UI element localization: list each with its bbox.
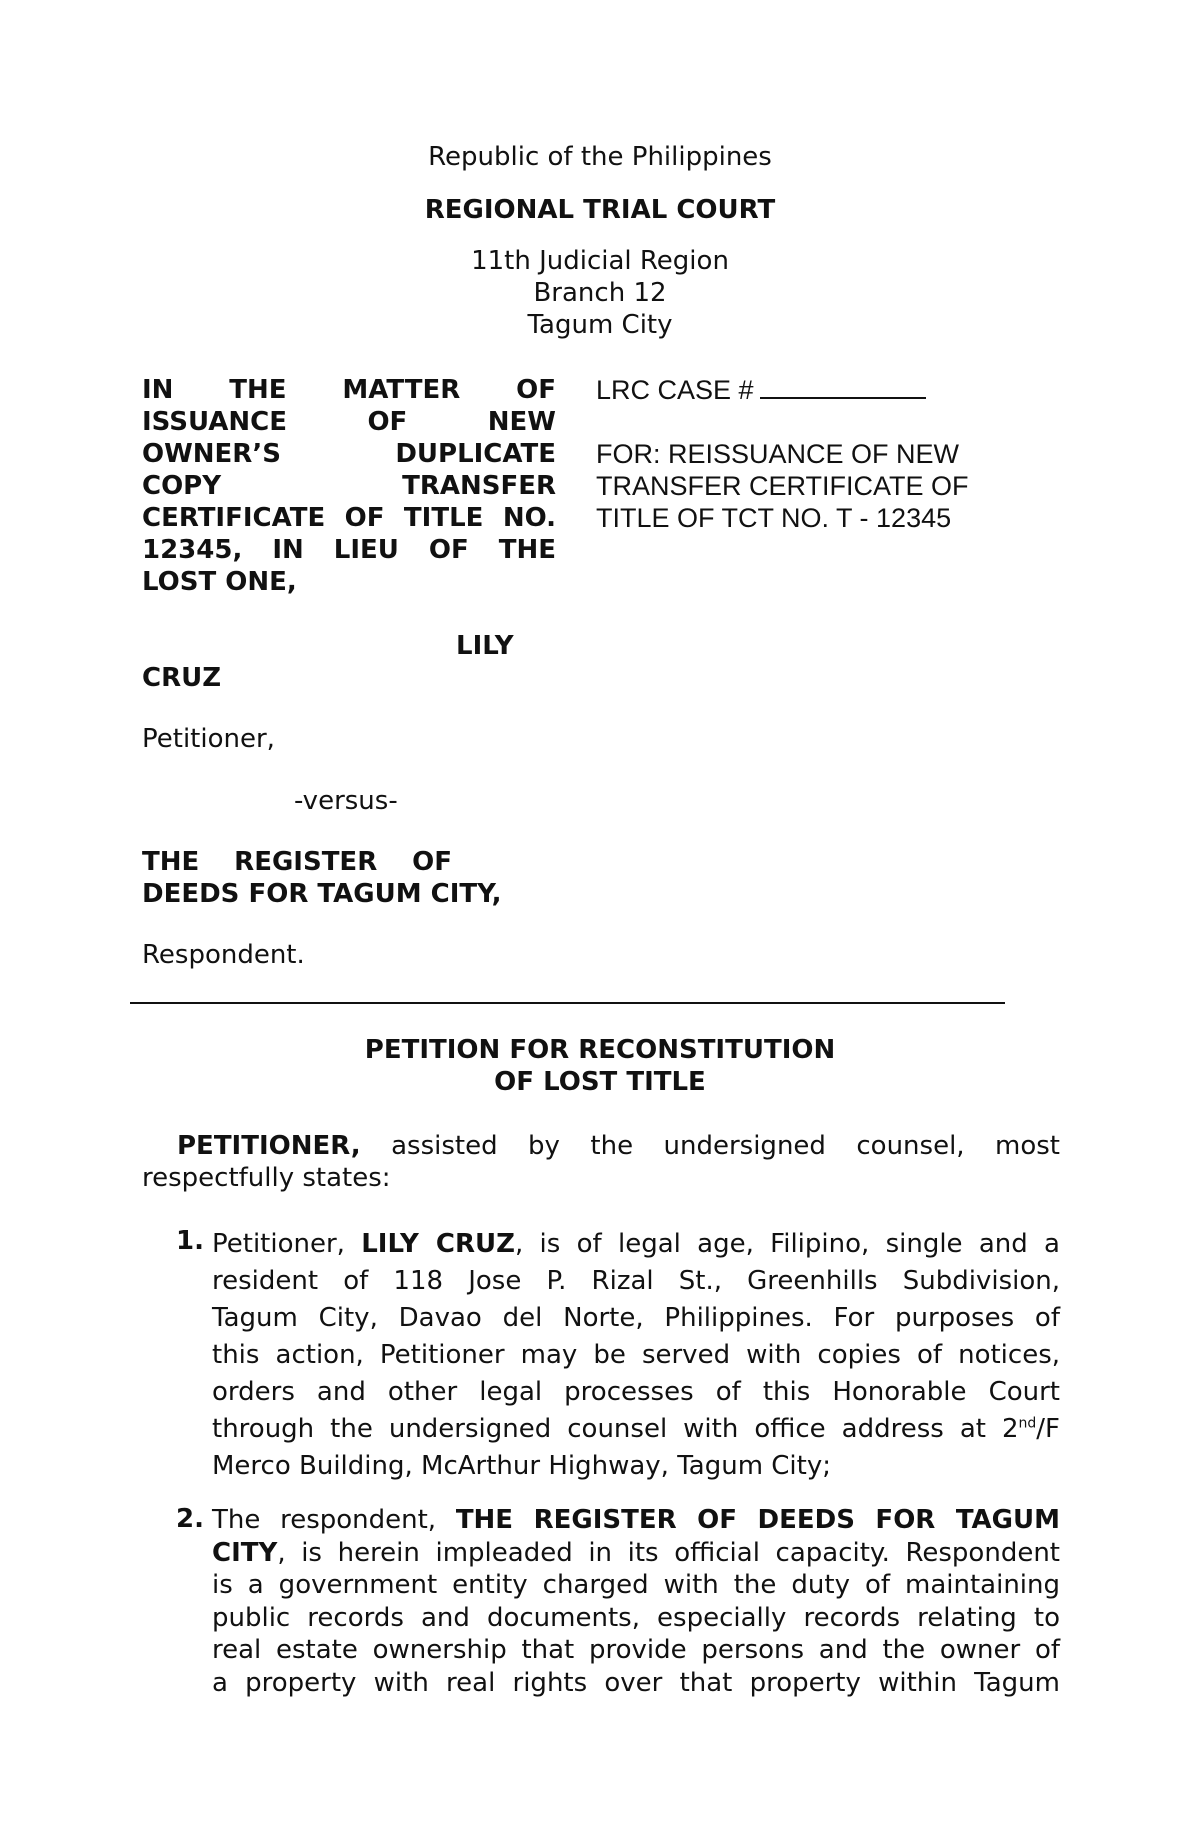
item-line: a property with real rights over that property within Tagum [212,1667,1060,1698]
respondent-name-bold: THE REGISTER OF DEEDS FOR TAGUM [455,1505,1060,1535]
respondent-line: THE REGISTER OF [142,847,452,877]
matter-line: ISSUANCE OF NEW [142,407,556,437]
caption-divider [130,1002,1005,1004]
item-line: resident of 118 Jose P. Rizal St., Greenhills Subdivision, [212,1266,1060,1296]
intro-rest: assisted by the undersigned counsel, most [360,1131,1060,1161]
matter-line: COPY TRANSFER [142,471,556,501]
item-text: , is of legal age, Filipino, single and a [514,1229,1060,1259]
item-text: /F [1036,1414,1060,1444]
intro-paragraph [142,1130,1060,1194]
respondent-name-bold: CITY [212,1537,278,1568]
item-line [212,1537,1060,1570]
matter-line: LOST ONE, [142,567,297,597]
case-number-label: LRC CASE # [596,375,754,405]
item-text: Petitioner, [212,1229,362,1259]
for-line: TITLE OF TCT NO. T - 12345 [596,503,952,533]
item-line: Tagum City, Davao del Norte, Philippines. For purposes of [212,1303,1060,1333]
item-text: through the undersigned counsel with office address at 2 [212,1414,1019,1444]
judicial-region: 11th Judicial Region [471,246,729,276]
petitioner-role: Petitioner, [142,724,275,754]
item-text: The respondent, [212,1505,456,1535]
case-number-line [596,374,1016,406]
item-number: 2. [176,1504,204,1534]
respondent-name [142,846,452,878]
item-line [212,1411,1060,1448]
intro-line [142,1130,1060,1162]
case-caption-matter [142,374,556,598]
for-line: FOR: REISSUANCE OF NEW [596,439,960,469]
item-paragraph [212,1226,1060,1485]
item-text: , is herein impleaded in its official capacity. Respondent [277,1537,1060,1568]
intro-line: respectfully states: [142,1163,391,1193]
item-line [212,1226,1060,1263]
item-line [212,1504,1060,1537]
court-name: REGIONAL TRIAL COURT [424,195,776,225]
petitioner-last-name: CRUZ [142,663,222,693]
item-line: Merco Building, McArthur Highway, Tagum City; [212,1451,831,1481]
item-line: is a government entity charged with the duty of maintaining [212,1570,1060,1600]
item-line: orders and other legal processes of this Honorable Court [212,1377,1060,1407]
for-line: TRANSFER CERTIFICATE OF [596,471,969,501]
republic-line: Republic of the Philippines [428,142,772,172]
respondent-line: DEEDS FOR TAGUM CITY, [142,879,502,909]
matter-line: CERTIFICATE OF TITLE NO. [142,503,556,533]
matter-line: 12345, IN LIEU OF THE [142,535,556,565]
branch-line: Branch 12 [533,278,667,308]
respondent-role: Respondent. [142,940,305,970]
versus-label: -versus- [294,786,398,816]
item-line: this action, Petitioner may be served with copies of notices, [212,1340,1060,1370]
item-paragraph [212,1504,1060,1699]
matter-line: OWNER’S DUPLICATE [142,439,556,469]
matter-line: IN THE MATTER OF [142,375,556,405]
item-line: public records and documents, especially records relating to [212,1602,1060,1633]
petition-title-line: PETITION FOR RECONSTITUTION [364,1035,836,1065]
intro-bold: PETITIONER, [177,1131,361,1161]
item-line: real estate ownership that provide persons and the owner of [212,1635,1060,1665]
petition-title-line: OF LOST TITLE [494,1067,706,1097]
case-number-blank [760,375,926,399]
city-line: Tagum City [527,310,673,340]
petitioner-name-bold: LILY CRUZ [361,1229,515,1259]
case-caption-right [596,374,1016,534]
petitioner-first-name: LILY [456,631,514,661]
item-number: 1. [176,1226,204,1256]
ordinal-suffix: nd [1018,1415,1037,1432]
